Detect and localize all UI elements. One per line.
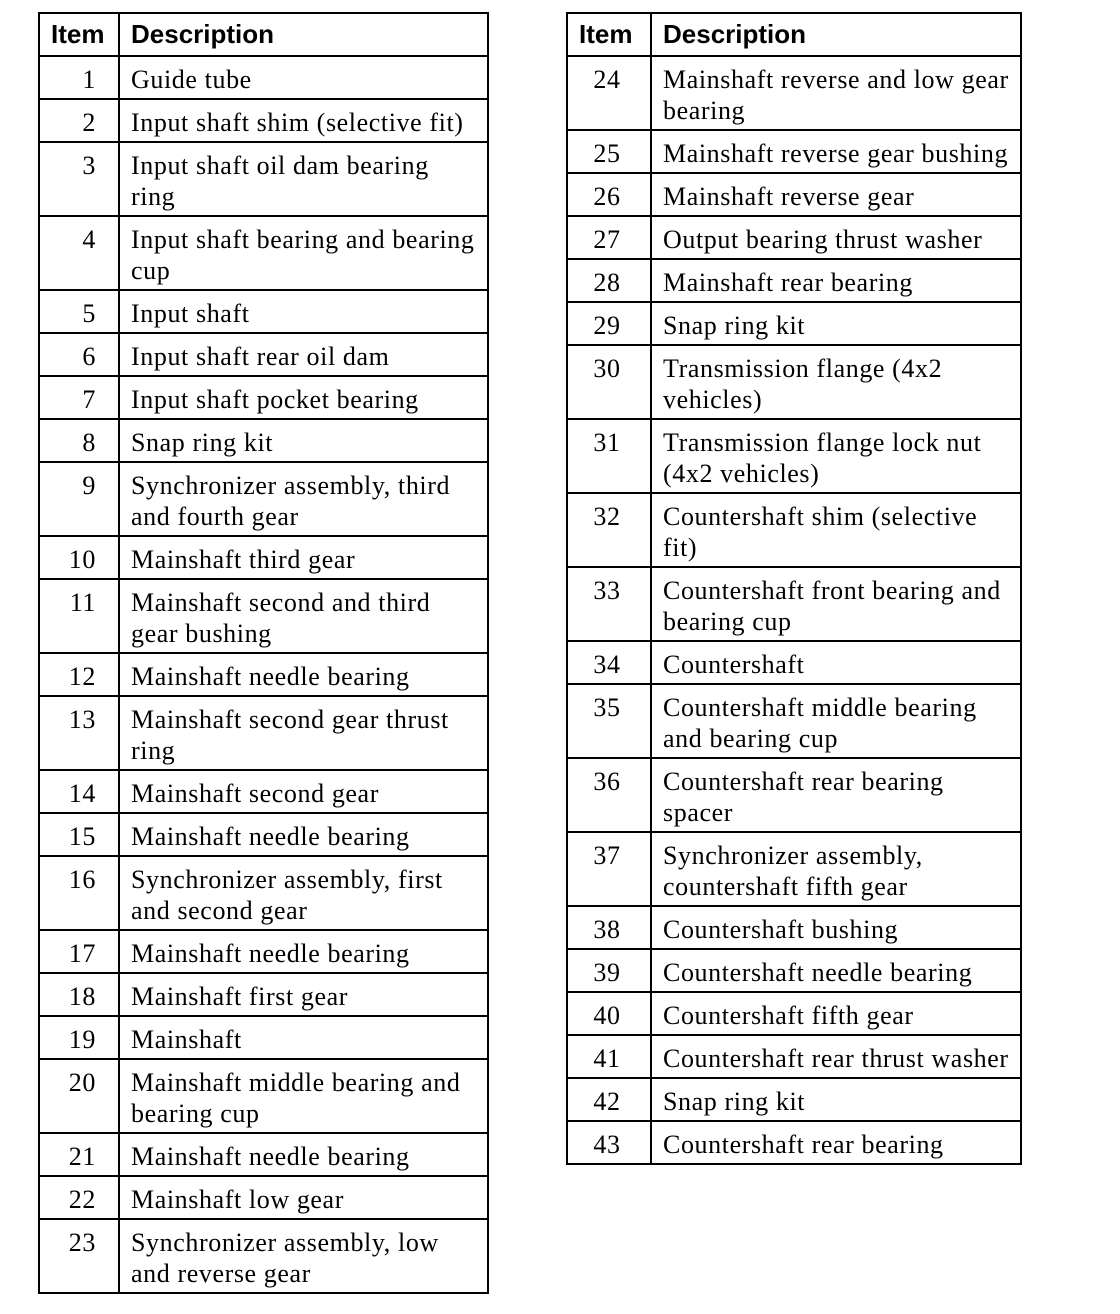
item-description: Mainshaft reverse and low gear bearing	[651, 56, 1021, 130]
item-number: 23	[39, 1219, 119, 1293]
table-header-row	[567, 13, 1021, 56]
item-description: Mainshaft second gear	[119, 770, 488, 813]
table-row	[567, 992, 1021, 1035]
item-description: Synchronizer assembly, low and reverse gear	[119, 1219, 488, 1293]
table-row	[567, 216, 1021, 259]
table-row	[39, 930, 488, 973]
table-row	[39, 696, 488, 770]
table-row	[39, 536, 488, 579]
item-description: Mainshaft needle bearing	[119, 653, 488, 696]
item-description: Countershaft rear bearing spacer	[651, 758, 1021, 832]
item-number: 25	[567, 130, 651, 173]
item-description: Guide tube	[119, 56, 488, 99]
table-row	[567, 906, 1021, 949]
item-description: Countershaft needle bearing	[651, 949, 1021, 992]
item-number: 33	[567, 567, 651, 641]
item-number: 42	[567, 1078, 651, 1121]
item-number: 5	[39, 290, 119, 333]
item-number: 40	[567, 992, 651, 1035]
table-row	[567, 493, 1021, 567]
item-number: 20	[39, 1059, 119, 1133]
table-row	[39, 579, 488, 653]
parts-table-left	[38, 12, 489, 1294]
table-row	[39, 419, 488, 462]
item-description: Snap ring kit	[651, 1078, 1021, 1121]
item-number: 31	[567, 419, 651, 493]
table-row	[39, 99, 488, 142]
column-header-item: Item	[567, 13, 651, 56]
table-body-left	[39, 56, 488, 1293]
item-description: Input shaft	[119, 290, 488, 333]
item-number: 36	[567, 758, 651, 832]
table-row	[39, 56, 488, 99]
item-description: Mainshaft third gear	[119, 536, 488, 579]
table-header-row	[39, 13, 488, 56]
item-description: Mainshaft second and third gear bushing	[119, 579, 488, 653]
item-number: 26	[567, 173, 651, 216]
item-description: Transmission flange (4x2 vehicles)	[651, 345, 1021, 419]
table-row	[567, 949, 1021, 992]
item-description: Countershaft rear bearing	[651, 1121, 1021, 1164]
item-number: 30	[567, 345, 651, 419]
table-row	[39, 462, 488, 536]
table-row	[39, 653, 488, 696]
table-row	[567, 1121, 1021, 1164]
item-description: Mainshaft reverse gear	[651, 173, 1021, 216]
table-row	[567, 259, 1021, 302]
item-number: 22	[39, 1176, 119, 1219]
item-number: 35	[567, 684, 651, 758]
item-number: 28	[567, 259, 651, 302]
item-description: Countershaft rear thrust washer	[651, 1035, 1021, 1078]
table-row	[39, 856, 488, 930]
table-row	[567, 173, 1021, 216]
item-number: 16	[39, 856, 119, 930]
item-description: Input shaft oil dam bearing ring	[119, 142, 488, 216]
item-description: Input shaft bearing and bearing cup	[119, 216, 488, 290]
item-description: Countershaft front bearing and bearing cup	[651, 567, 1021, 641]
item-number: 32	[567, 493, 651, 567]
item-number: 27	[567, 216, 651, 259]
table-row	[39, 1059, 488, 1133]
item-number: 8	[39, 419, 119, 462]
item-description: Synchronizer assembly, third and fourth gear	[119, 462, 488, 536]
table-row	[39, 1176, 488, 1219]
item-description: Synchronizer assembly, countershaft fifth gear	[651, 832, 1021, 906]
column-header-item: Item	[39, 13, 119, 56]
column-header-description: Description	[651, 13, 1021, 56]
item-number: 11	[39, 579, 119, 653]
item-description: Mainshaft needle bearing	[119, 930, 488, 973]
item-description: Output bearing thrust washer	[651, 216, 1021, 259]
item-description: Mainshaft reverse gear bushing	[651, 130, 1021, 173]
item-description: Countershaft	[651, 641, 1021, 684]
table-row	[567, 567, 1021, 641]
item-number: 37	[567, 832, 651, 906]
item-description: Input shaft shim (selective fit)	[119, 99, 488, 142]
item-description: Mainshaft needle bearing	[119, 813, 488, 856]
table-row	[39, 1133, 488, 1176]
table-row	[39, 1016, 488, 1059]
table-row	[39, 290, 488, 333]
table-row	[39, 216, 488, 290]
item-number: 14	[39, 770, 119, 813]
column-header-description: Description	[119, 13, 488, 56]
item-number: 29	[567, 302, 651, 345]
item-number: 10	[39, 536, 119, 579]
table-row	[567, 130, 1021, 173]
item-description: Input shaft rear oil dam	[119, 333, 488, 376]
table-body-right	[567, 56, 1021, 1164]
item-number: 41	[567, 1035, 651, 1078]
item-number: 7	[39, 376, 119, 419]
item-number: 13	[39, 696, 119, 770]
item-number: 18	[39, 973, 119, 1016]
item-number: 38	[567, 906, 651, 949]
item-number: 34	[567, 641, 651, 684]
item-description: Countershaft bushing	[651, 906, 1021, 949]
item-description: Mainshaft rear bearing	[651, 259, 1021, 302]
item-number: 1	[39, 56, 119, 99]
item-number: 2	[39, 99, 119, 142]
item-number: 39	[567, 949, 651, 992]
table-row	[567, 302, 1021, 345]
item-description: Mainshaft needle bearing	[119, 1133, 488, 1176]
table-row	[39, 1219, 488, 1293]
parts-table-right	[566, 12, 1022, 1165]
item-description: Mainshaft middle bearing and bearing cup	[119, 1059, 488, 1133]
table-row	[567, 1078, 1021, 1121]
item-number: 3	[39, 142, 119, 216]
table-row	[567, 758, 1021, 832]
table-row	[567, 345, 1021, 419]
item-description: Countershaft middle bearing and bearing cup	[651, 684, 1021, 758]
item-number: 24	[567, 56, 651, 130]
table-row	[567, 419, 1021, 493]
item-description: Mainshaft first gear	[119, 973, 488, 1016]
item-description: Countershaft fifth gear	[651, 992, 1021, 1035]
item-number: 9	[39, 462, 119, 536]
item-description: Mainshaft	[119, 1016, 488, 1059]
item-number: 19	[39, 1016, 119, 1059]
table-row	[39, 376, 488, 419]
table-row	[39, 770, 488, 813]
item-description: Mainshaft low gear	[119, 1176, 488, 1219]
table-row	[567, 832, 1021, 906]
table-row	[39, 973, 488, 1016]
item-description: Snap ring kit	[119, 419, 488, 462]
item-number: 15	[39, 813, 119, 856]
table-row	[39, 142, 488, 216]
table-row	[39, 333, 488, 376]
item-description: Mainshaft second gear thrust ring	[119, 696, 488, 770]
item-description: Countershaft shim (selective fit)	[651, 493, 1021, 567]
table-row	[567, 1035, 1021, 1078]
item-description: Input shaft pocket bearing	[119, 376, 488, 419]
table-row	[567, 684, 1021, 758]
table-row	[567, 56, 1021, 130]
item-description: Transmission flange lock nut (4x2 vehicles)	[651, 419, 1021, 493]
table-row	[567, 641, 1021, 684]
item-number: 17	[39, 930, 119, 973]
item-description: Snap ring kit	[651, 302, 1021, 345]
item-number: 6	[39, 333, 119, 376]
table-row	[39, 813, 488, 856]
item-number: 4	[39, 216, 119, 290]
item-number: 12	[39, 653, 119, 696]
item-number: 43	[567, 1121, 651, 1164]
item-number: 21	[39, 1133, 119, 1176]
item-description: Synchronizer assembly, first and second gear	[119, 856, 488, 930]
